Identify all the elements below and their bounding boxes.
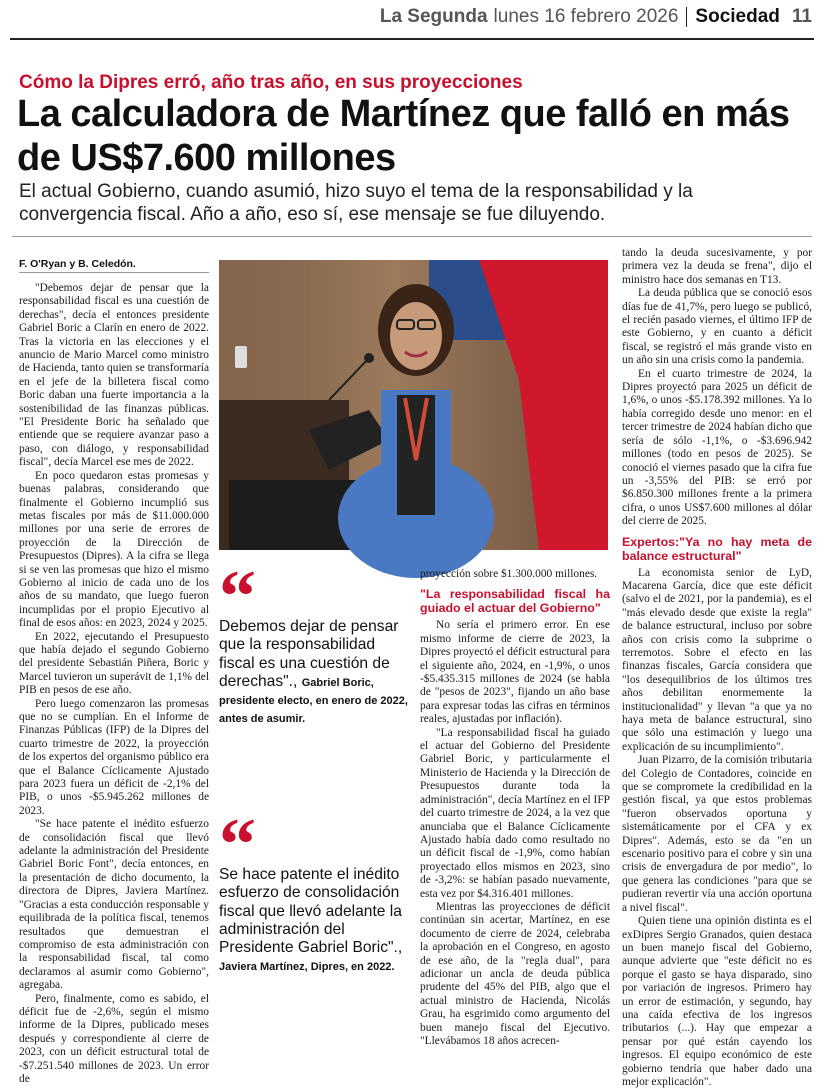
paragraph: No sería el primero error. En ese mismo informe de cierre de 2023, la Dipres proyectó el déficit estructural para el siguiente año, 2024, en -1,9%, o unos -$5.435.315 millones de 2024 (se habla de "pesos de 2023", fijando un año base para expresar todas las cifras en términos reales, ajustadas por inflación). — [420, 619, 610, 726]
paragraph: proyección sobre $1.300.000 millones. — [420, 568, 598, 580]
paragraph: Mientras las proyecciones de déficit continúan sin acertar, Martínez, en ese documento de cierre de 2024, celebraba la aprobación en el Congreso, en agosto de ese año, de la "regla dual", para adicionar un ancla de deuda pública prudente del 45% del PIB, algo que el actual ministro de Hacienda, Nicolás Grau, ha esgrimido como argumento del buen manejo fiscal del Ejecutivo. "Llevábamos 18 años acrecen- — [420, 900, 610, 1047]
quote-attribution: Gabriel Boric, presidente electo, en enero de 2022, antes de asumir. — [219, 676, 408, 726]
page-number: 11 — [791, 6, 812, 27]
page-header — [0, 4, 824, 36]
quote-body: Se hace patente el inédito esfuerzo de consolidación fiscal que llevó adelante la administración del Presidente Gabriel Boric"., — [219, 866, 403, 957]
paragraph: La deuda pública que se conoció esos días fue de 41,7%, pero luego se publicó, el recién pasado viernes, el último IFP de este Gobierno, y en cuanto a déficit fiscal, se registró el más grande visto en un año sin una crisis como la pandemia. — [622, 287, 812, 367]
article-column-3 — [622, 247, 812, 1089]
article-column-2 — [420, 568, 610, 1048]
quote-body: Debemos dejar de pensar que la responsabilidad fiscal es una cuestión de derechas"., — [219, 618, 399, 690]
article-column-1 — [19, 282, 209, 1086]
article-photo — [219, 260, 608, 550]
paragraph: En 2022, ejecutando el Presupuesto que había dejado el segundo Gobierno del presidente Sebastián Piñera, Boric y Marcel tuvieron un superávit de 1,1% del PIB en pesos de ese año. — [19, 630, 209, 697]
paragraph: Quien tiene una opinión distinta es el exDipres Sergio Granados, quien destaca un buen manejo fiscal del Gobierno, aunque advierte que "este déficit no es porque el gasto se haya disparado, sino por variación de ingresos. Primero hay un error de estimación, y segundo, hay una caída efectiva de los ingresos tributarios (...). Hay que empezar a pensar por qué están cayendo los ingresos. El equipo económico de este gobierno tendría que haber dado una mejor explicación". — [622, 915, 812, 1088]
pull-quote-text — [219, 866, 411, 976]
paragraph: En poco quedaron estas promesas y buenas palabras, considerando que finalmente el Gobierno incumplió sus metas fiscales por más de $11.000.000 millones por una serie de errores de proyección de la Dirección de Presupuestos (Dipres). A la cifra se llega si se ven las promesas que hizo el mismo Gobierno al inicio de cada uno de los años de su mandato, que luego fueron incumplidas por el propio Ejecutivo al final de esos años: en 2023, 2024 y 2025. — [19, 469, 209, 630]
paragraph: La economista senior de LyD, Macarena García, dice que este déficit (salvo el de 2021, por la pandemia), es el "más elevado desde que existe la regla" de balance estructural, incluso por sobre años con crisis como la subprime o terremotos. Sobre el efecto en las finanzas fiscales, García considera que "los desequilibrios de los últimos tres años debilitan enormemente la institucionalidad" y llevan "a que ya no haya meta de balance estructural, sino que sólo una estimación y luego una explicación de su incumplimiento". — [622, 566, 812, 753]
photo-illustration — [219, 260, 608, 550]
pull-quote-text — [219, 618, 411, 728]
paragraph: tando la deuda sucesivamente, y por primera vez la deuda se frena", dijo el ministro hace dos semanas en T13. — [622, 247, 812, 286]
paragraph: En el cuarto trimestre de 2024, la Dipres proyectó para 2025 un déficit de 1,6%, o unos -$5.178.392 millones. Ya lo había corregido desde uno menor: en el tercer trimestre de 2024 habían dicho que sería de sólo -1,1%, o -$3.696.942 millones (todo en pesos de 2025). Se conoció el viernes pasado que la cifra fue un -3,55% del PIB: se erró por $6.850.300 millones frente a la primera cifra, o unos US$7.600 millones al dólar del cierre de 2025. — [622, 367, 812, 528]
article-dek: El actual Gobierno, cuando asumió, hizo suyo el tema de la responsabilidad y la convergencia fiscal. Año a año, eso sí, ese mensaje se fue diluyendo. — [19, 181, 693, 225]
header-info — [380, 6, 812, 28]
paragraph: "Debemos dejar de pensar que la responsabilidad fiscal es una cuestión de derechas", decía el entonces presidente Gabriel Boric a Clarín en enero de 2022. Tras la victoria en las elecciones y el anuncio de Mario Marcel como ministro de Hacienda, tanto quien se transformaría en el jefe de la billetera fiscal como Boric daban una fuerte importancia a la sostenibilidad de las finanzas públicas. "El Presidente Boric ha señalado que entiende que se requiere avanzar paso a paso, con diálogo, y responsabilidad fiscal", decía Marcel ese mes de 2022. — [19, 282, 209, 469]
article-kicker: Cómo la Dipres erró, año tras año, en sus proyecciones — [19, 72, 523, 93]
paragraph: Pero, finalmente, como es sabido, el déficit fue de -2,6%, según el mismo informe de la Dipres, publicado meses después y correspondiente al cierre de 2023, con un déficit estructural total de -$7.251.540 millones de 2023. Un error de — [19, 992, 209, 1085]
pull-quote-boric — [219, 556, 411, 728]
quote-attribution: Javiera Martínez, Dipres, en 2022. — [219, 961, 395, 974]
subheading: Expertos:"Ya no hay meta de balance estructural" — [622, 534, 812, 563]
header-rule — [10, 38, 814, 40]
section-name: Sociedad — [695, 6, 780, 27]
quote-mark-icon: “ — [219, 804, 256, 886]
newspaper-name: La Segunda — [379, 6, 488, 27]
subheading: "La responsabilidad fiscal ha guiado el actuar del Gobierno" — [420, 587, 610, 616]
byline: F. O'Ryan y B. Celedón. — [19, 258, 136, 270]
pull-quote-martinez — [219, 804, 411, 976]
quote-mark-icon: “ — [219, 556, 256, 638]
paragraph: "Se hace patente el inédito esfuerzo de consolidación fiscal que llevó adelante la administración del Presidente Gabriel Boric Font", decía entonces, en la presentación de dicho documento, la directora de Dipres, Javiera Martínez. "Gracias a esta conducción responsable y equilibrada de la política fiscal, tenemos resultados que demuestran el compromiso de esta administración con la responsabilidad fiscal, tal como declaramos al asumir como Gobierno", agregaba. — [19, 818, 209, 992]
paragraph: Juan Pizarro, de la comisión tributaria del Colegio de Contadores, coincide en que se compromete la credibilidad en la gestión fiscal, ya que estos problemas "fueron observados oportuna y sistemáticamente por el CFA y ex Dipres". Además, esto se da "en un escenario positivo para el cobre y sin una crisis de envergadura de por medio", lo que genera las condiciones "para que se pudieran revertir vía una acción oportuna a nivel fiscal". — [622, 754, 812, 914]
article-headline: La calculadora de Martínez que falló en más de US$7.600 millones — [17, 93, 790, 179]
byline-divider — [19, 272, 209, 273]
dek-divider — [12, 236, 812, 237]
paragraph: Pero luego comenzaron las promesas que no se cumplían. En el Informe de Finanzas Públicas (IFP) de la Dipres del cuarto trimestre de 2022, la proyección de los expertos del organismo público era que el Balance Cíclicamente Ajustado para 2023 fuera un déficit de -2,1% del PIB, o unos -$5.945.262 millones de 2023. — [19, 697, 209, 817]
header-divider — [686, 7, 687, 27]
issue-date: lunes 16 febrero 2026 — [493, 6, 679, 27]
paragraph: "La responsabilidad fiscal ha guiado el actuar del Gobierno del Presidente Gabriel Boric, y particularmente el Ministerio de Hacienda y la Dirección de Presupuestos durante toda la administración", decía Martínez en el IFP del cuarto trimestre de 2024, a la vez que anunciaba que el Balance Cíclicamente Ajustado había dado como resultado no un déficit fiscal de -1,9%, como habían proyectado ellos mismos en 2023, sino de -3,2%: se habían pasado nuevamente, esta vez por $4.316.401 millones. — [420, 726, 611, 900]
